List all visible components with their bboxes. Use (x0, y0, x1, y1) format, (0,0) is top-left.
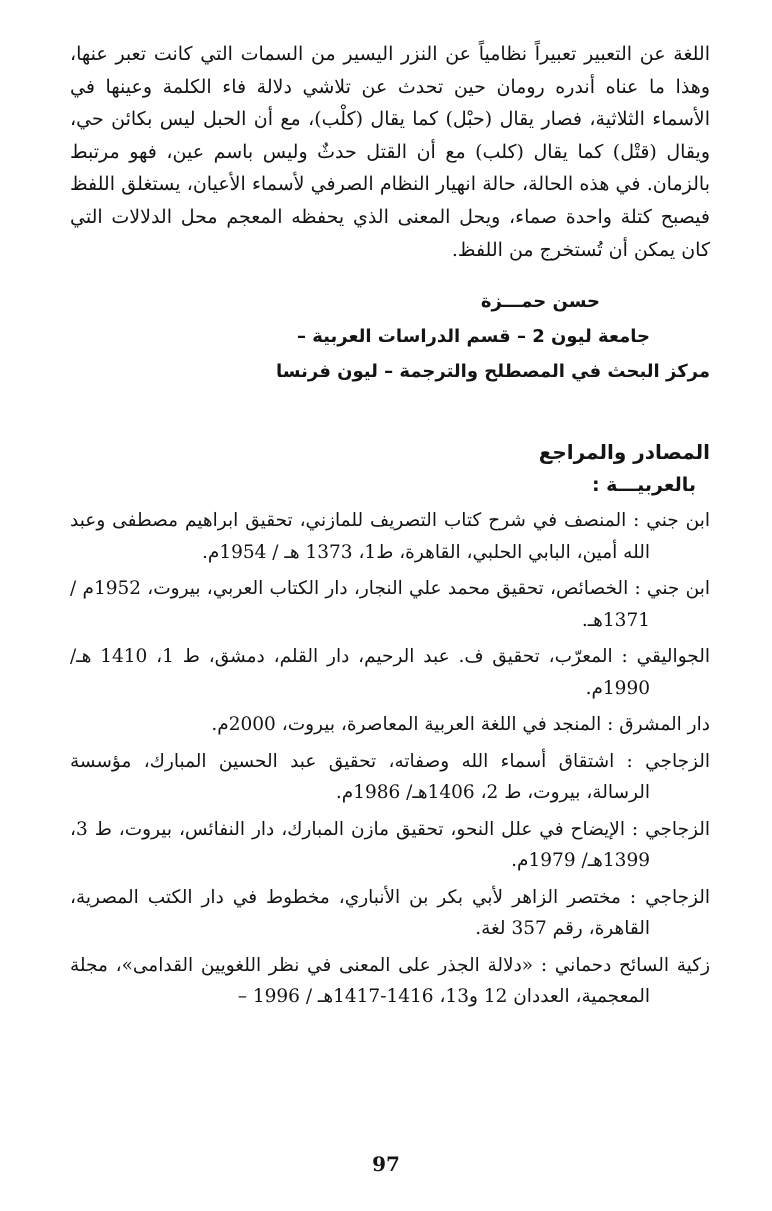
reference-entry: ابن جني : المنصف في شرح كتاب التصريف للمازني، تحقيق ابراهيم مصطفى وعبد الله أمين، البابي الحلبي، القاهرة، ط1، 1373 هـ / 1954م. (70, 510, 710, 563)
references-subtitle: بالعربيـــة : (591, 474, 696, 497)
reference-entry: الجواليقي : المعرّب، تحقيق ف. عبد الرحيم، دار القلم، دمشق، ط 1، 1410 هـ/ 1990م. (70, 646, 710, 699)
reference-entry: الزجاجي : مختصر الزاهر لأبي بكر بن الأنباري، مخطوط في دار الكتب المصرية، القاهرة، رقم 357 لغة. (70, 886, 710, 940)
page-content (70, 38, 710, 1018)
author-university: جامعة ليون 2 – قسم الدراسات العربية – (296, 326, 650, 348)
author-name: حسن حمـــزة (480, 291, 600, 313)
references-title: المصادر والمراجع (538, 440, 710, 465)
references-list (70, 505, 710, 1013)
reference-entry: ابن جني : الخصائص، تحقيق محمد علي النجار، دار الكتاب العربي، بيروت، 1952م / 1371هـ. (70, 578, 710, 631)
reference-entry: دار المشرق : المنجد في اللغة العربية المعاصرة، بيروت، 2000م. (211, 714, 710, 736)
author-signature (70, 284, 710, 389)
reference-entry: زكية السائح دحماني : «دلالة الجذر على المعنى في نظر اللغويين القدامى»، مجلة المعجمية، العددان 12 و13، 1416-1417هـ / 1996 – (70, 954, 710, 1008)
page-number: 97 (372, 1152, 400, 1176)
author-center: مركز البحث في المصطلح والترجمة – ليون فرنسا (276, 361, 710, 383)
body-paragraph: اللغة عن التعبير تعبيراً نظامياً عن النزر اليسير من السمات التي كانت تعبر عنها، وهذا ما عناه أندره رومان حين تحدث عن تلاشي دلالة فاء الكلمة وعينها في الأسماء الثلاثية، فصار يقال (حبْل) كما يقال (كلْب)، مع أن الحبل ليس بكائن حي، ويقال (قتْل) كما يقال (كلب) مع أن القتل حدثٌ وليس باسم عين، فهو مرتبط بالزمان. في هذه الحالة، حالة انهيار النظام الصرفي لأسماء الأعيان، يستغلق اللفظ فيصبح كتلة واحدة صماء، ويحل المعنى الذي يحفظه المعجم محل الدلالات التي كان يمكن أن تُستخرج من اللفظ. (70, 43, 710, 261)
reference-entry: الزجاجي : الإيضاح في علل النحو، تحقيق مازن المبارك، دار النفائس، بيروت، ط 3، 1399هـ/ 1979م. (70, 818, 710, 872)
reference-entry: الزجاجي : اشتقاق أسماء الله وصفاته، تحقيق عبد الحسين المبارك، مؤسسة الرسالة، بيروت، ط 2، 1406هـ/ 1986م. (70, 750, 710, 804)
